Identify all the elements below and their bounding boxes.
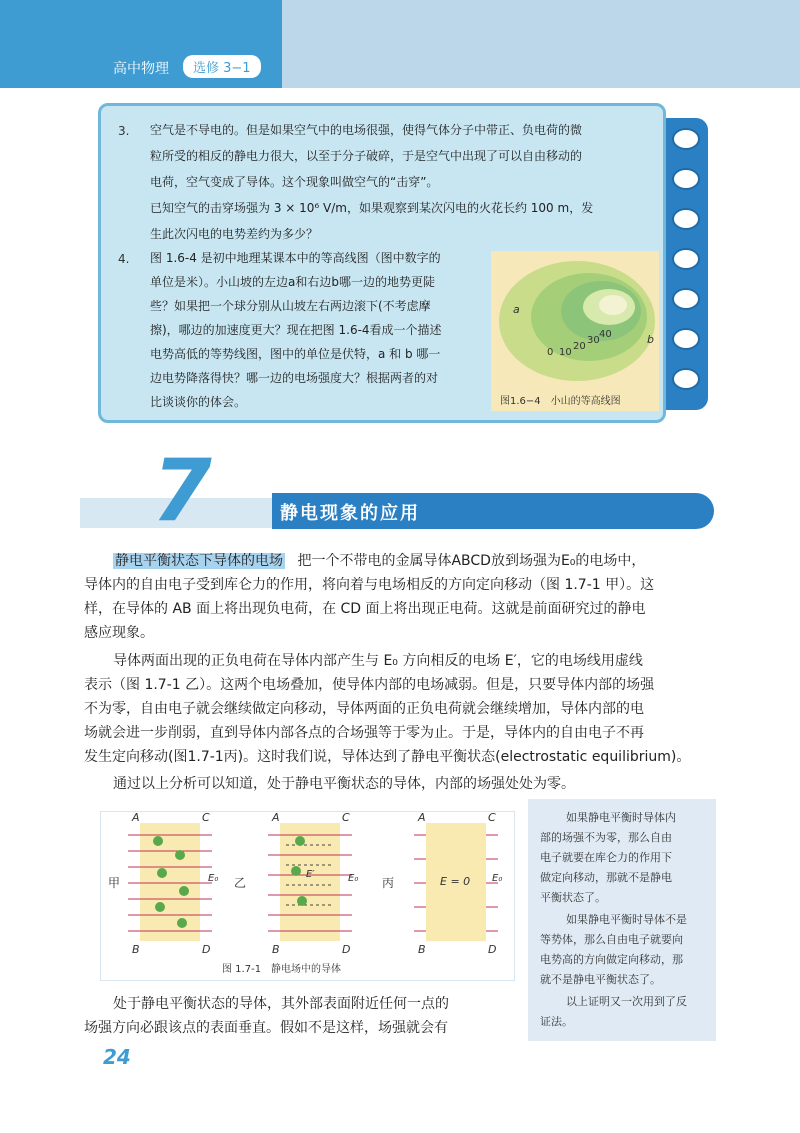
conductor-yi <box>280 823 340 941</box>
field-figure-caption: 图 1.7-1 静电场中的导体 <box>222 964 342 975</box>
body-text: 场就会进一步削弱，直到导体内部各点的合场强等于零为止。于是，导体内的自由电子不再 <box>84 725 644 741</box>
body-text: 发生定向移动(图1.7-1丙)。这时我们说，导体达到了静电平衡状态(electrostatic equilibrium)。 <box>84 749 691 765</box>
corner-label: D <box>342 943 351 956</box>
corner-label: B <box>272 943 280 956</box>
conductor-jia <box>140 823 200 941</box>
contour-label: 20 <box>573 341 586 352</box>
paragraph-heading: 静电平衡状态下导体的电场 <box>115 553 283 569</box>
key-conclusion: 通过以上分析可以知道，处于静电平衡状态的导体，内部的场强处处为零。 <box>113 776 575 792</box>
page-number: 24 <box>103 1045 131 1069</box>
binder-ring-icon <box>672 168 700 190</box>
corner-label: D <box>202 943 211 956</box>
contour-label: 30 <box>587 335 600 346</box>
side-note-line: 平衡状态了。 <box>540 891 606 904</box>
exercise-3-line: 粒所受的相反的静电力很大，以至于分子破碎，于是空气中出现了可以自由移动的 <box>150 149 583 163</box>
point-b-label: b <box>647 333 654 346</box>
corner-label: B <box>418 943 426 956</box>
contour-label: 40 <box>599 329 612 340</box>
contour-label: 0 <box>547 347 554 358</box>
field-label: E₀ <box>348 873 359 884</box>
side-note-line: 做定向移动，那就不是静电 <box>540 871 672 884</box>
body-text: 样，在导体的 AB 面上将出现负电荷，在 CD 面上将出现正电荷。这就是前面研究过的静电 <box>84 601 646 617</box>
binder-ring-icon <box>672 328 700 350</box>
corner-label: C <box>342 811 350 824</box>
contour-40 <box>599 295 627 315</box>
exercise-4-line: 边电势降落得快？哪一边的电场强度大？根据两者的对 <box>150 371 439 385</box>
exercise-4-line: 图 1.6-4 是初中地理某课本中的等高线图（图中数字的 <box>150 251 441 265</box>
binder-ring-icon <box>672 248 700 270</box>
book-title: 高中物理 <box>113 61 169 77</box>
side-note-line: 以上证明又一次用到了反 <box>566 995 687 1008</box>
point-a-label: a <box>513 303 520 316</box>
side-note-line: 部的场强不为零，那么自由 <box>540 831 672 844</box>
binder-ring-icon <box>672 368 700 390</box>
exercise-number: 4. <box>118 252 130 266</box>
paragraph-1-first-line <box>113 549 645 573</box>
side-note-line: 就不是静电平衡状态了。 <box>540 973 661 986</box>
induced-field-label: E′ <box>306 869 315 880</box>
panel-label: 乙 <box>234 876 247 890</box>
field-label: E₀ <box>208 873 219 884</box>
corner-label: D <box>488 943 497 956</box>
binder-ring-icon <box>672 208 700 230</box>
contour-map <box>491 251 659 391</box>
corner-label: C <box>202 811 210 824</box>
corner-label: A <box>132 811 140 824</box>
section-number: 7 <box>152 441 212 541</box>
side-note-line: 如果静电平衡时导体不是 <box>566 913 687 926</box>
body-text: 处于静电平衡状态的导体，其外部表面附近任何一点的 <box>113 996 449 1012</box>
field-label: E₀ <box>492 873 503 884</box>
binder-ring-icon <box>672 128 700 150</box>
body-text: 导体内的自由电子受到库仑力的作用，将向着与电场相反的方向定向移动（图 1.7-1 甲）。这 <box>84 577 655 593</box>
panel-label: 甲 <box>108 876 121 890</box>
binder-ring-icon <box>672 288 700 310</box>
exercise-4-line: 单位是米）。小山坡的左边a和右边b哪一边的地势更陡 <box>150 275 435 289</box>
exercise-4-line: 些？如果把一个球分别从山坡左右两边滚下(不考虑摩 <box>150 299 431 313</box>
exercise-3-line: 生此次闪电的电势差约为多少？ <box>150 227 319 241</box>
body-text: 把一个不带电的金属导体ABCD放到场强为E₀的电场中， <box>297 553 646 569</box>
zero-field-label: E = 0 <box>440 875 471 888</box>
side-note-line: 等势体，那么自由电子就要向 <box>540 933 683 946</box>
exercise-4-line: 比谈谈你的体会。 <box>150 395 247 409</box>
side-note-line: 如果静电平衡时导体内 <box>566 811 676 824</box>
corner-label: A <box>418 811 426 824</box>
side-note-line: 电势高的方向做定向移动，那 <box>540 953 683 966</box>
exercise-number: 3. <box>118 124 130 138</box>
contour-label: 10 <box>559 347 572 358</box>
volume-pill: 选修 3−1 <box>183 55 261 78</box>
side-note-line: 证法。 <box>540 1015 573 1028</box>
exercise-4-line: 电势高低的等势线图，图中的单位是伏特，a 和 b 哪一 <box>150 347 441 361</box>
side-note-line: 电子就要在库仑力的作用下 <box>540 851 672 864</box>
section-title: 静电现象的应用 <box>280 503 420 524</box>
body-text: 表示（图 1.7-1 乙）。这两个电场叠加，使导体内部的电场减弱。但是，只要导体内部的场强 <box>84 677 655 693</box>
exercise-3-line: 空气是不导电的。但是如果空气中的电场很强，使得气体分子中带正、负电荷的微 <box>150 123 583 137</box>
corner-label: A <box>272 811 280 824</box>
body-text: 感应现象。 <box>84 625 154 641</box>
corner-label: C <box>488 811 496 824</box>
corner-label: B <box>132 943 140 956</box>
body-text: 不为零，自由电子就会继续做定向移动，导体两面的正负电荷就会继续增加，导体内部的电 <box>84 701 644 717</box>
body-text: 场强方向必跟该点的表面垂直。假如不是这样，场强就会有 <box>84 1020 448 1036</box>
exercise-3-line: 电荷，空气变成了导体。这个现象叫做空气的“击穿”。 <box>150 175 439 189</box>
panel-label: 丙 <box>382 876 395 890</box>
exercise-4-line: 擦)，哪边的加速度更大？现在把图 1.6-4看成一个描述 <box>150 323 442 337</box>
conductor-field-figure <box>100 811 515 959</box>
contour-figure-caption: 图1.6−4 小山的等高线图 <box>500 396 621 407</box>
body-text: 导体两面出现的正负电荷在导体内部产生与 E₀ 方向相反的电场 E′，它的电场线用虚线 <box>113 653 643 669</box>
exercise-3-line: 已知空气的击穿场强为 3 × 10⁶ V/m，如果观察到某次闪电的火花长约 100 m，发 <box>150 201 594 215</box>
